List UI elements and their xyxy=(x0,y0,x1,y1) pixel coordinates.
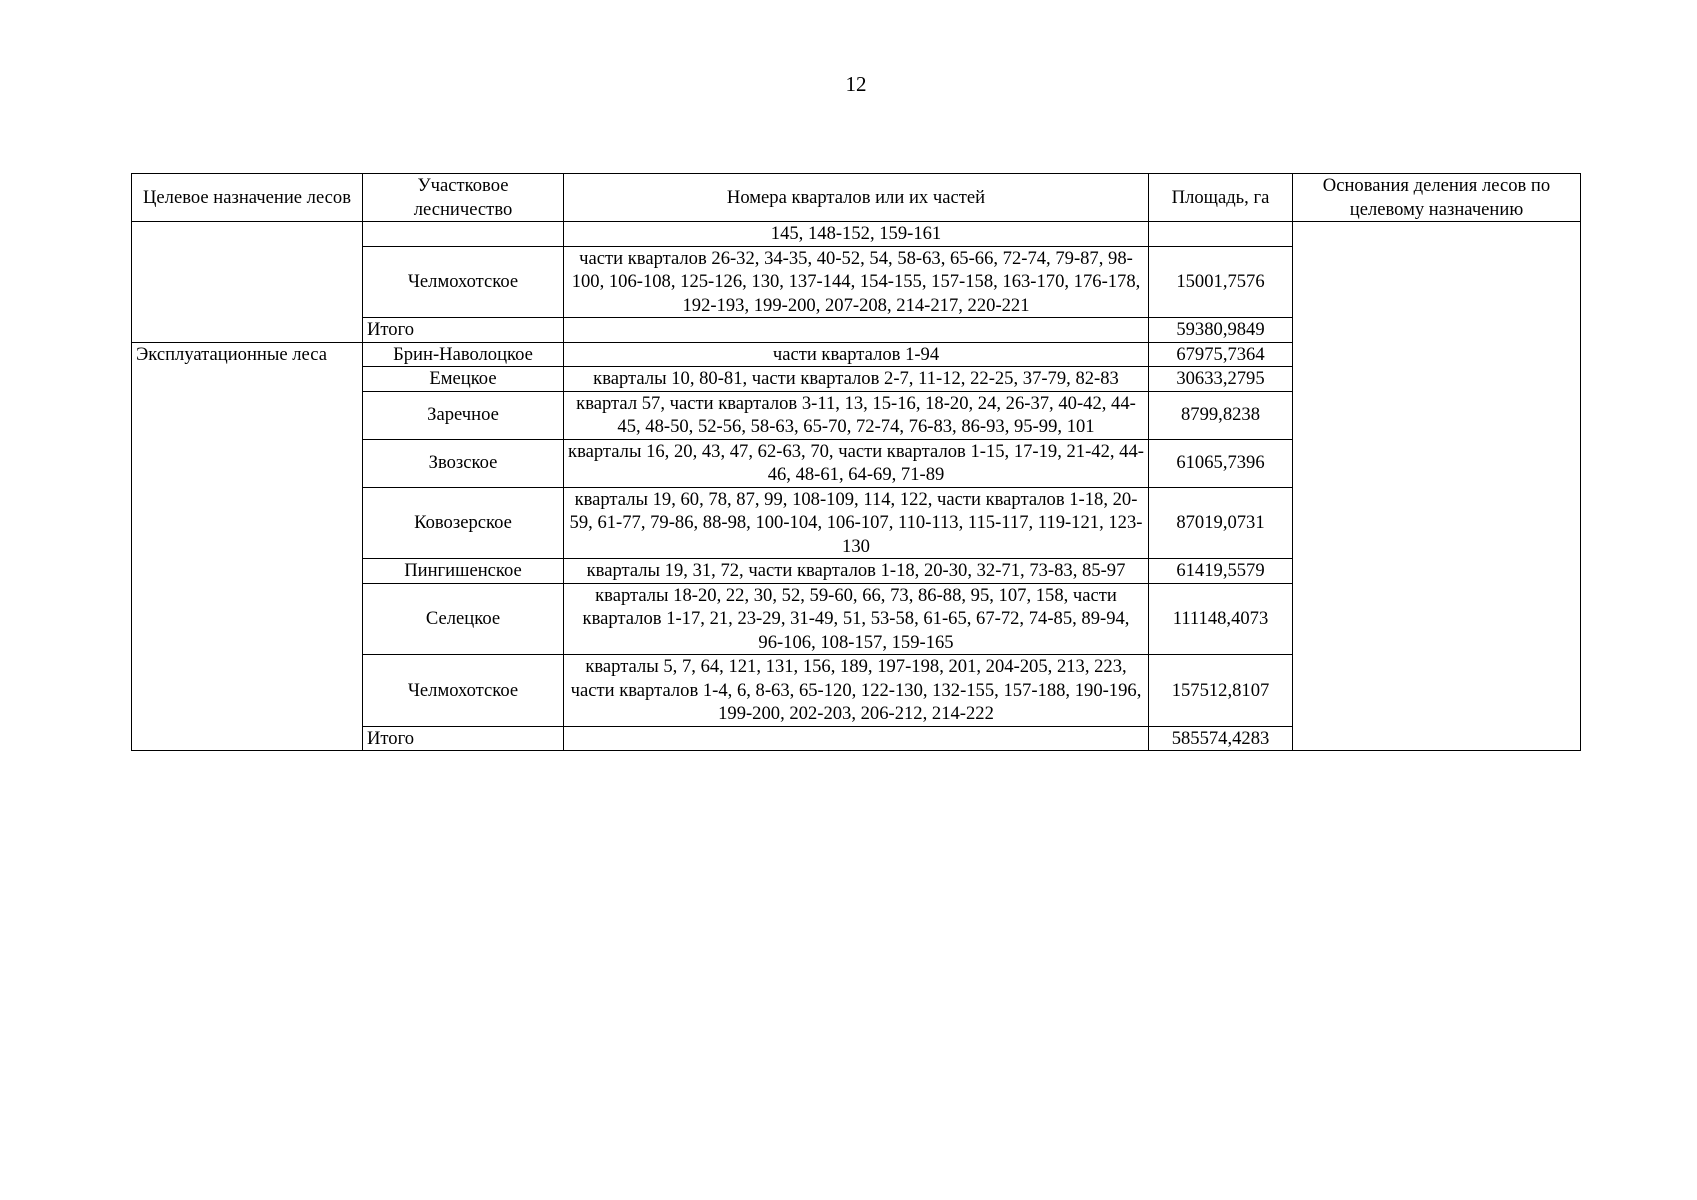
area-cell: 87019,0731 xyxy=(1149,487,1293,559)
quarters-cell: кварталы 10, 80-81, части кварталов 2-7, 11-12, 22-25, 37-79, 82-83 xyxy=(564,367,1149,392)
district-cell: Емецкое xyxy=(363,367,564,392)
district-cell: Челмохотское xyxy=(363,246,564,318)
area-cell: 111148,4073 xyxy=(1149,583,1293,655)
forest-purpose-table xyxy=(131,173,1581,751)
district-cell xyxy=(363,222,564,247)
quarters-cell: 145, 148-152, 159-161 xyxy=(564,222,1149,247)
table-row xyxy=(132,222,1581,247)
district-cell: Ковозерское xyxy=(363,487,564,559)
quarters-cell: кварталы 18-20, 22, 30, 52, 59-60, 66, 73, 86-88, 95, 107, 158, части кварталов 1-17, 21, 23-29, 31-49, 51, 53-58, 61-65, 67-72, 74-85, 89-94, 96-106, 108-157, 159-165 xyxy=(564,583,1149,655)
quarters-cell: кварталы 19, 60, 78, 87, 99, 108-109, 114, 122, части кварталов 1-18, 20-59, 61-77, 79-86, 88-98, 100-104, 106-107, 110-113, 115-117, 119-121, 123-130 xyxy=(564,487,1149,559)
district-cell: Звозское xyxy=(363,439,564,487)
quarters-cell: кварталы 16, 20, 43, 47, 62-63, 70, части кварталов 1-15, 17-19, 21-42, 44-46, 48-61, 64-69, 71-89 xyxy=(564,439,1149,487)
header-area: Площадь, га xyxy=(1149,174,1293,222)
page-number: 12 xyxy=(845,72,867,96)
area-cell: 61065,7396 xyxy=(1149,439,1293,487)
area-cell: 585574,4283 xyxy=(1149,726,1293,751)
header-district: Участковое лесничество xyxy=(363,174,564,222)
area-cell: 30633,2795 xyxy=(1149,367,1293,392)
district-cell: Челмохотское xyxy=(363,655,564,727)
district-cell: Брин-Наволоцкое xyxy=(363,342,564,367)
area-cell: 67975,7364 xyxy=(1149,342,1293,367)
quarters-cell xyxy=(564,726,1149,751)
total-label-cell: Итого xyxy=(363,318,564,343)
quarters-cell: части кварталов 1-94 xyxy=(564,342,1149,367)
purpose-cell-exploitation: Эксплуатационные леса xyxy=(132,342,363,751)
district-cell: Заречное xyxy=(363,391,564,439)
basis-cell xyxy=(1293,222,1581,751)
area-cell: 8799,8238 xyxy=(1149,391,1293,439)
area-cell: 157512,8107 xyxy=(1149,655,1293,727)
header-quarters: Номера кварталов или их частей xyxy=(564,174,1149,222)
district-cell: Селецкое xyxy=(363,583,564,655)
area-cell: 61419,5579 xyxy=(1149,559,1293,584)
quarters-cell xyxy=(564,318,1149,343)
area-cell: 59380,9849 xyxy=(1149,318,1293,343)
quarters-cell: части кварталов 26-32, 34-35, 40-52, 54, 58-63, 65-66, 72-74, 79-87, 98-100, 106-108, 125-126, 130, 137-144, 154-155, 157-158, 163-170, 176-178, 192-193, 199-200, 207-208, 214-217, 220-221 xyxy=(564,246,1149,318)
header-purpose: Целевое назначение лесов xyxy=(132,174,363,222)
area-cell xyxy=(1149,222,1293,247)
total-label-cell: Итого xyxy=(363,726,564,751)
quarters-cell: кварталы 19, 31, 72, части кварталов 1-18, 20-30, 32-71, 73-83, 85-97 xyxy=(564,559,1149,584)
district-cell: Пингишенское xyxy=(363,559,564,584)
quarters-cell: квартал 57, части кварталов 3-11, 13, 15-16, 18-20, 24, 26-37, 40-42, 44-45, 48-50, 52-56, 58-63, 65-70, 72-74, 76-83, 86-93, 95-99, 101 xyxy=(564,391,1149,439)
quarters-cell: кварталы 5, 7, 64, 121, 131, 156, 189, 197-198, 201, 204-205, 213, 223, части кварталов 1-4, 6, 8-63, 65-120, 122-130, 132-155, 157-188, 190-196, 199-200, 202-203, 206-212, 214-222 xyxy=(564,655,1149,727)
purpose-cell-continued xyxy=(132,222,363,343)
area-cell: 15001,7576 xyxy=(1149,246,1293,318)
table-header-row xyxy=(132,174,1581,222)
header-basis: Основания деления лесов по целевому назначению xyxy=(1293,174,1581,222)
